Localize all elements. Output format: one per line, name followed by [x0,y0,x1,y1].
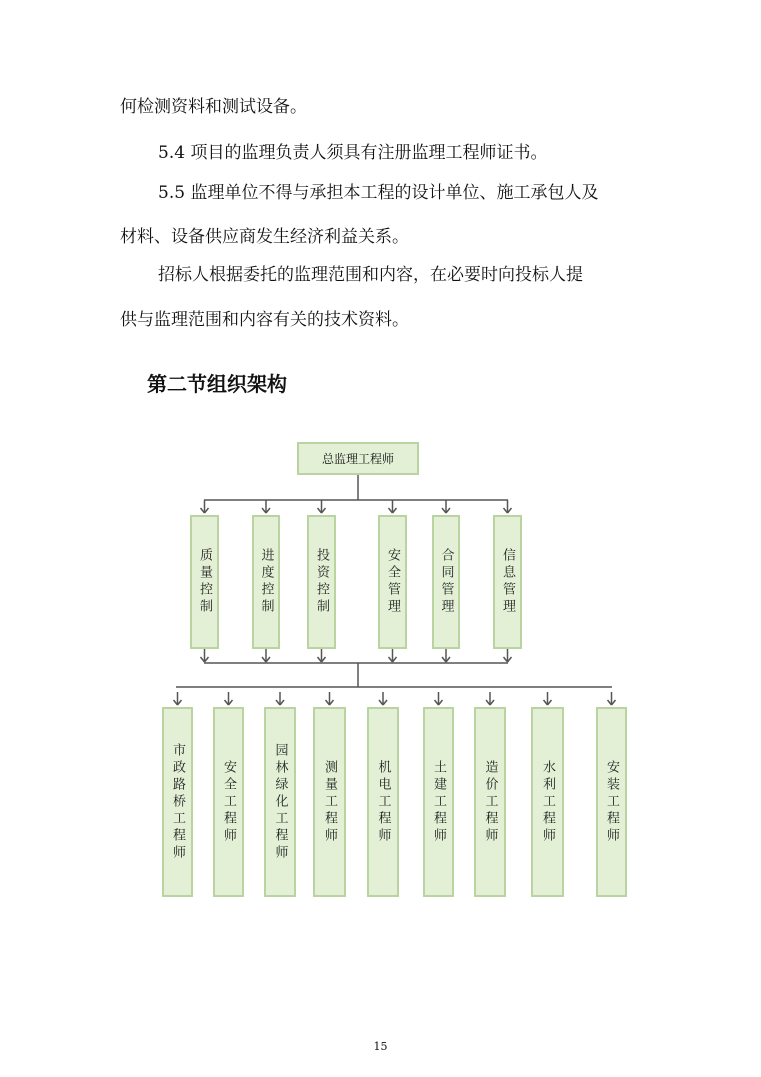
org-box-middle [190,515,219,649]
org-box-label: 土建工程师 [431,759,446,845]
paragraph-line: 5.4 项目的监理负责人须具有注册监理工程师证书。 [158,143,548,163]
org-box-label: 水利工程师 [540,759,555,845]
org-box-bottom [596,707,627,897]
org-box-bottom [313,707,346,897]
org-box-bottom [474,707,506,897]
org-box-label: 测量工程师 [322,759,337,845]
org-box-label: 总监理工程师 [321,452,394,466]
org-box-middle [493,515,522,649]
org-box-label: 进度控制 [258,548,274,616]
paragraph-line: 5.5 监理单位不得与承担本工程的设计单位、施工承包人及 [158,183,599,203]
org-box-bottom [367,707,399,897]
org-box-label: 信息管理 [500,548,515,616]
org-box-label: 质量控制 [197,548,212,616]
org-box-top [297,442,419,475]
org-box-label: 投资控制 [314,548,329,616]
org-box-bottom [162,707,193,897]
org-box-middle [252,515,280,649]
paragraph-line: 材料、设备供应商发生经济利益关系。 [120,227,409,247]
paragraph-line: 供与监理范围和内容有关的技术资料。 [120,310,409,330]
org-box-label: 机电工程师 [375,759,391,845]
org-box-bottom [264,707,296,897]
org-box-bottom [213,707,244,897]
org-box-label: 市政路桥工程师 [170,742,185,862]
org-box-middle [432,515,460,649]
org-box-label: 安全工程师 [221,759,236,845]
org-box-label: 造价工程师 [482,759,498,845]
org-box-label: 园林绿化工程师 [272,742,288,862]
section-heading: 第二节组织架构 [147,372,287,396]
org-box-bottom [423,707,454,897]
org-box-bottom [531,707,564,897]
paragraph-line: 何检测资料和测试设备。 [120,97,307,117]
org-box-middle [378,515,407,649]
org-box-middle [307,515,336,649]
page-number: 15 [373,1040,388,1053]
org-box-label: 合同管理 [438,548,454,616]
org-box-label: 安全管理 [385,548,400,616]
paragraph-line: 招标人根据委托的监理范围和内容，在必要时向投标人提 [158,265,583,285]
org-box-label: 安装工程师 [604,759,619,845]
